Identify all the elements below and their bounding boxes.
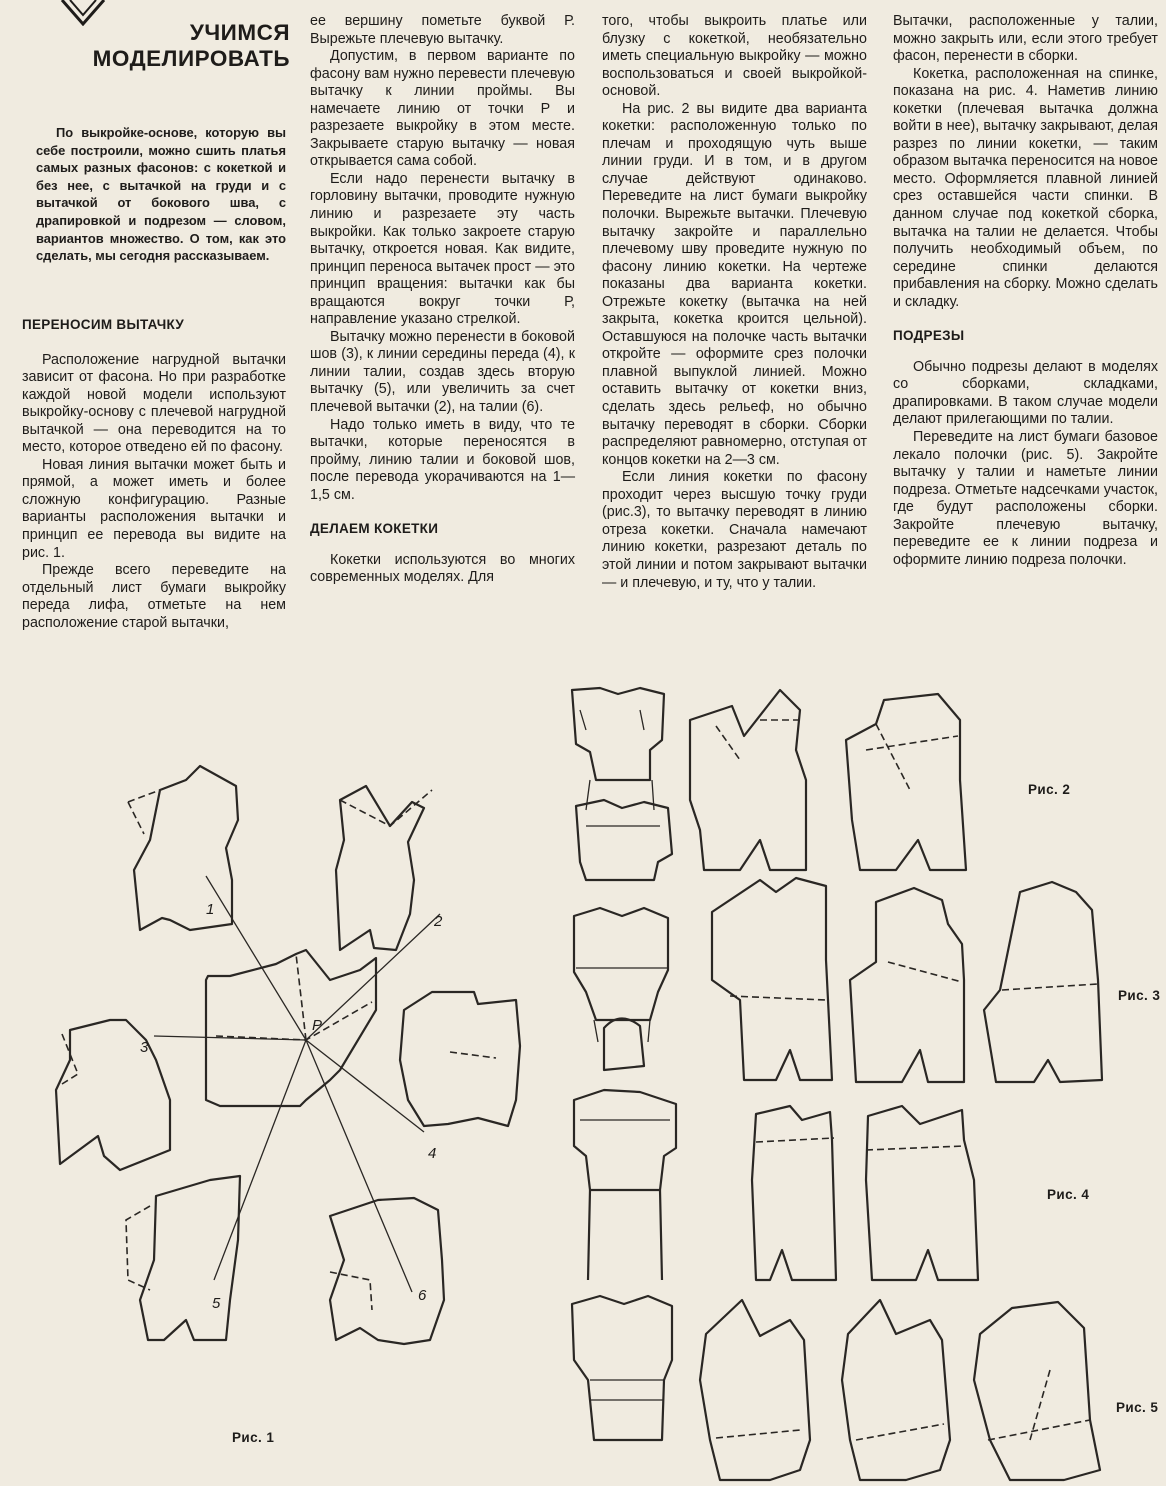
- figure-5-label: Рис. 5: [1116, 1400, 1159, 1415]
- title-line-2: МОДЕЛИРОВАТЬ: [92, 46, 290, 71]
- col4-paragraph-2: Кокетка, расположенная на спинке, показана на рис. 4. Наметив линию кокетки (плечевая вытачка должна войти в нее), вытачку закрывают, делая разрез по линии кокетки, — таким образом вытачка переносится на новое место. Оформляется плавной линией срез оставшейся части спинки. В данном случае под кокеткой сборка, вытачка на талии не делается. Чтобы получить необходимый объем, по середине спинки делаются прибавления на сборку. Можно сделать и складку.: [893, 65, 1158, 310]
- figure-2-drawing: [690, 690, 966, 870]
- col2-paragraph-6: Кокетки используются во многих современных моделях. Для: [310, 551, 575, 586]
- col2-paragraph-5: Надо только иметь в виду, что те вытачки, которые переносятся в пройму, линию талии и боковой шов, после перевода укорачиваются на 1—1,5 см.: [310, 416, 575, 503]
- figure-3-drawing: [712, 878, 1102, 1082]
- point-p-label: Р: [312, 1017, 323, 1034]
- rotation-rays: [154, 876, 440, 1292]
- col3-paragraph-3: Если линия кокетки по фасону проходит через высшую точку груди (рис.3), то вытачку переводят в линию отреза кокетки. Сначала намечают линию кокетки, разрезают деталь по этой линии и потом закрывают вытачки — и плечевую, и ту, что у талии.: [602, 469, 867, 591]
- col4-paragraph-3: Обычно подрезы делают в моделях со сборками, складками, драпировками. В таком случае модели делают прилегающими по талии.: [893, 358, 1158, 428]
- col1-paragraph-3: Прежде всего переведите на отдельный лист бумаги выкройку переда лифа, отметьте на нем расположение старой вытачки,: [22, 562, 286, 631]
- figure-4-drawing: [752, 1106, 978, 1280]
- col4-paragraph-4: Переведите на лист бумаги базовое лекало полочки (рис. 5). Закройте вытачку у талии и наметьте линии подреза. Отметьте надсечками участок, где будут расположены сборки. Закройте плечевую вытачку, переведите ее к линии подреза и оформите линию подреза полочки.: [893, 429, 1158, 568]
- figure-1-drawing: [56, 766, 520, 1344]
- ray-label-1: 1: [206, 901, 215, 918]
- col1-paragraph-1: Расположение нагрудной вытачки зависит от фасона. Но при разработке каждой новой модели используют выкройку-основу с плечевой нагрудной вытачкой — она переводится на то место, которое отведено ей по фасону.: [22, 351, 286, 456]
- col1-paragraph-2: Новая линия вытачки может быть и прямой, а может иметь и более сложную конфигурацию. Разные варианты расположения вытачки и принцип ее перевода вы видите на рис. 1.: [22, 456, 286, 561]
- heading-perenosim: ПЕРЕНОСИМ ВЫТАЧКУ: [22, 317, 185, 332]
- ray-label-2: 2: [434, 913, 443, 930]
- figure-4-label: Рис. 4: [1047, 1187, 1090, 1202]
- col2-paragraph-4: Вытачку можно перенести в боковой шов (3), к линии середины переда (4), к линии талии, создав здесь вторую вытачку (5), или увеличить за счет плечевой вытачки (2), на талии (6).: [310, 328, 575, 416]
- intro-paragraph: По выкройке-основе, которую вы себе построили, можно сшить платья самых разных фасонов: с кокеткой и без нее, с вытачкой на груди и с вытачкой от бокового шва, с драпировкой и подрезом — словом, вариантов множество. О том, как это сделать, мы сегодня рассказываем.: [36, 125, 286, 264]
- column-4: [893, 13, 1158, 569]
- col3-paragraph-1: того, чтобы выкроить платье или блузку с кокеткой, необязательно иметь специальную выкройку — можно воспользоваться и своей выкройкой-основой.: [602, 13, 867, 100]
- col2-paragraph-3: Если надо перенести вытачку в горловину вытачки, проводите нужную линию и разрезаете эту часть выкройки. Как только закроете старую вытачку, откроется новая. Как видите, принцип переноса вытачек прост — это принцип вращения: вытачки как бы вращаются вокруг точки Р, направление указано стрелкой.: [310, 170, 575, 328]
- intro-text: [36, 124, 286, 265]
- col3-paragraph-2: На рис. 2 вы видите два варианта кокетки: расположенную только по плечам и проходящую чуть выше линии груди. И в том, и в другом случае действуют одинаково. Переведите на лист бумаги выкройку полочки. Вырежьте вытачки. Плечевую вытачку закройте и параллельно плечевому шву проведите нужную по фасону линию кокетки. На чертеже показаны два варианта кокетки. Отрежьте кокетку (вытачка на ней закрыта, кокетка кроится цельной). Оставшуюся на полочке часть вытачки откройте — оформите срез полочки плавной выпуклой линией. Можно оставить вытачку от кокетки вниз, сделать здесь рельеф, но обычно вытачку переводят в сборки. Сборки распределяют равномерно, отступая от концов кокетки на 2—3 см.: [602, 100, 867, 468]
- garment-sketches: [572, 688, 676, 1440]
- ray-label-5: 5: [212, 1295, 221, 1312]
- ray-label-6: 6: [418, 1287, 427, 1304]
- figure-2-label: Рис. 2: [1028, 782, 1071, 797]
- col4-paragraph-1: Вытачки, расположенные у талии, можно закрыть или, если этого требует фасон, перенести в сборки.: [893, 13, 1158, 65]
- column-1: [22, 316, 286, 632]
- col2-paragraph-2: Допустим, в первом варианте по фасону вам нужно перевести плечевую вытачку к линии проймы. Вы намечаете линию от точки Р и разрезаете выкройку в этом месте. Закрываете старую вытачку — новая открывается сама собой.: [310, 48, 575, 170]
- figure-1-label: Рис. 1: [232, 1430, 275, 1445]
- ray-label-4: 4: [428, 1145, 437, 1162]
- title-line-1: УЧИМСЯ: [189, 20, 290, 45]
- col2-paragraph-1: ее вершину пометьте буквой Р. Вырежьте плечевую вытачку.: [310, 13, 575, 47]
- figure-5-drawing: [700, 1300, 1100, 1480]
- figure-3-label: Рис. 3: [1118, 988, 1161, 1003]
- ray-label-3: 3: [140, 1039, 149, 1056]
- heading-kokietki: ДЕЛАЕМ КОКЕТКИ: [310, 521, 439, 537]
- column-2: [310, 13, 575, 587]
- article-title: [60, 20, 290, 72]
- heading-podrezy: ПОДРЕЗЫ: [893, 328, 965, 344]
- pattern-drawings: [0, 680, 1166, 1486]
- column-3: [602, 13, 867, 592]
